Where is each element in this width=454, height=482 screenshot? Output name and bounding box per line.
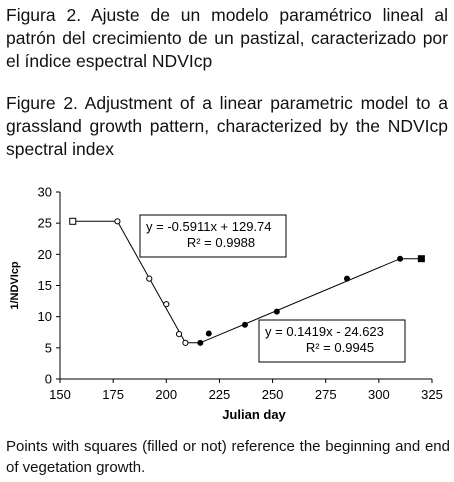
data-point-filled [198, 340, 203, 345]
figure-note: Points with squares (filled or not) reference the beginning and end of vegetation growth. [6, 438, 450, 476]
x-tick-label: 175 [102, 387, 124, 402]
figure-caption-spanish: Figura 2. Ajuste de un modelo paramétrico lineal al patrón del crecimiento de un pastizal, caracterizado por el índice espectral NDVIcp [6, 5, 448, 71]
x-tick-label: 150 [49, 387, 71, 402]
data-point-filled [274, 309, 279, 314]
y-axis-label: 1/NDVIcp [9, 261, 21, 310]
data-point-filled [242, 322, 247, 327]
y-tick-label: 0 [44, 371, 52, 387]
x-tick-label: 325 [421, 387, 443, 402]
annotation-descending-r2: R² = 0.9988 [186, 235, 256, 250]
x-tick-label: 275 [314, 387, 337, 402]
data-point-filled [344, 276, 349, 281]
y-tick-label: 15 [37, 278, 52, 293]
start-square-marker [70, 218, 76, 224]
y-tick-label: 30 [37, 184, 52, 200]
x-tick-label: 300 [368, 387, 390, 402]
data-point-open [164, 302, 169, 307]
data-point-filled [398, 256, 403, 261]
end-square-marker [418, 256, 424, 262]
data-point-open [183, 340, 188, 345]
y-tick-label: 5 [44, 340, 52, 356]
line-fit-chart [0, 178, 454, 434]
data-point-open [176, 332, 181, 337]
x-tick-label: 250 [261, 387, 284, 402]
annotation-descending-equation: y = -0.5911x + 129.74 [146, 219, 272, 234]
annotation-ascending-equation: y = 0.1419x - 24.623 [265, 324, 384, 339]
y-tick-label: 25 [37, 215, 52, 231]
data-point-open [147, 276, 152, 281]
x-axis-label: Julian day [222, 407, 286, 422]
figure-caption-english: Figure 2. Adjustment of a linear parametric model to a grassland growth pattern, characterized by the NDVIcp spectral index [6, 93, 448, 159]
y-tick-label: 10 [37, 309, 52, 325]
data-point-open [115, 219, 120, 224]
x-tick-label: 200 [155, 387, 178, 402]
annotation-ascending-r2: R² = 0.9945 [305, 340, 375, 355]
y-tick-label: 20 [37, 246, 52, 262]
x-tick-label: 225 [208, 387, 231, 402]
data-point-filled [206, 331, 211, 336]
